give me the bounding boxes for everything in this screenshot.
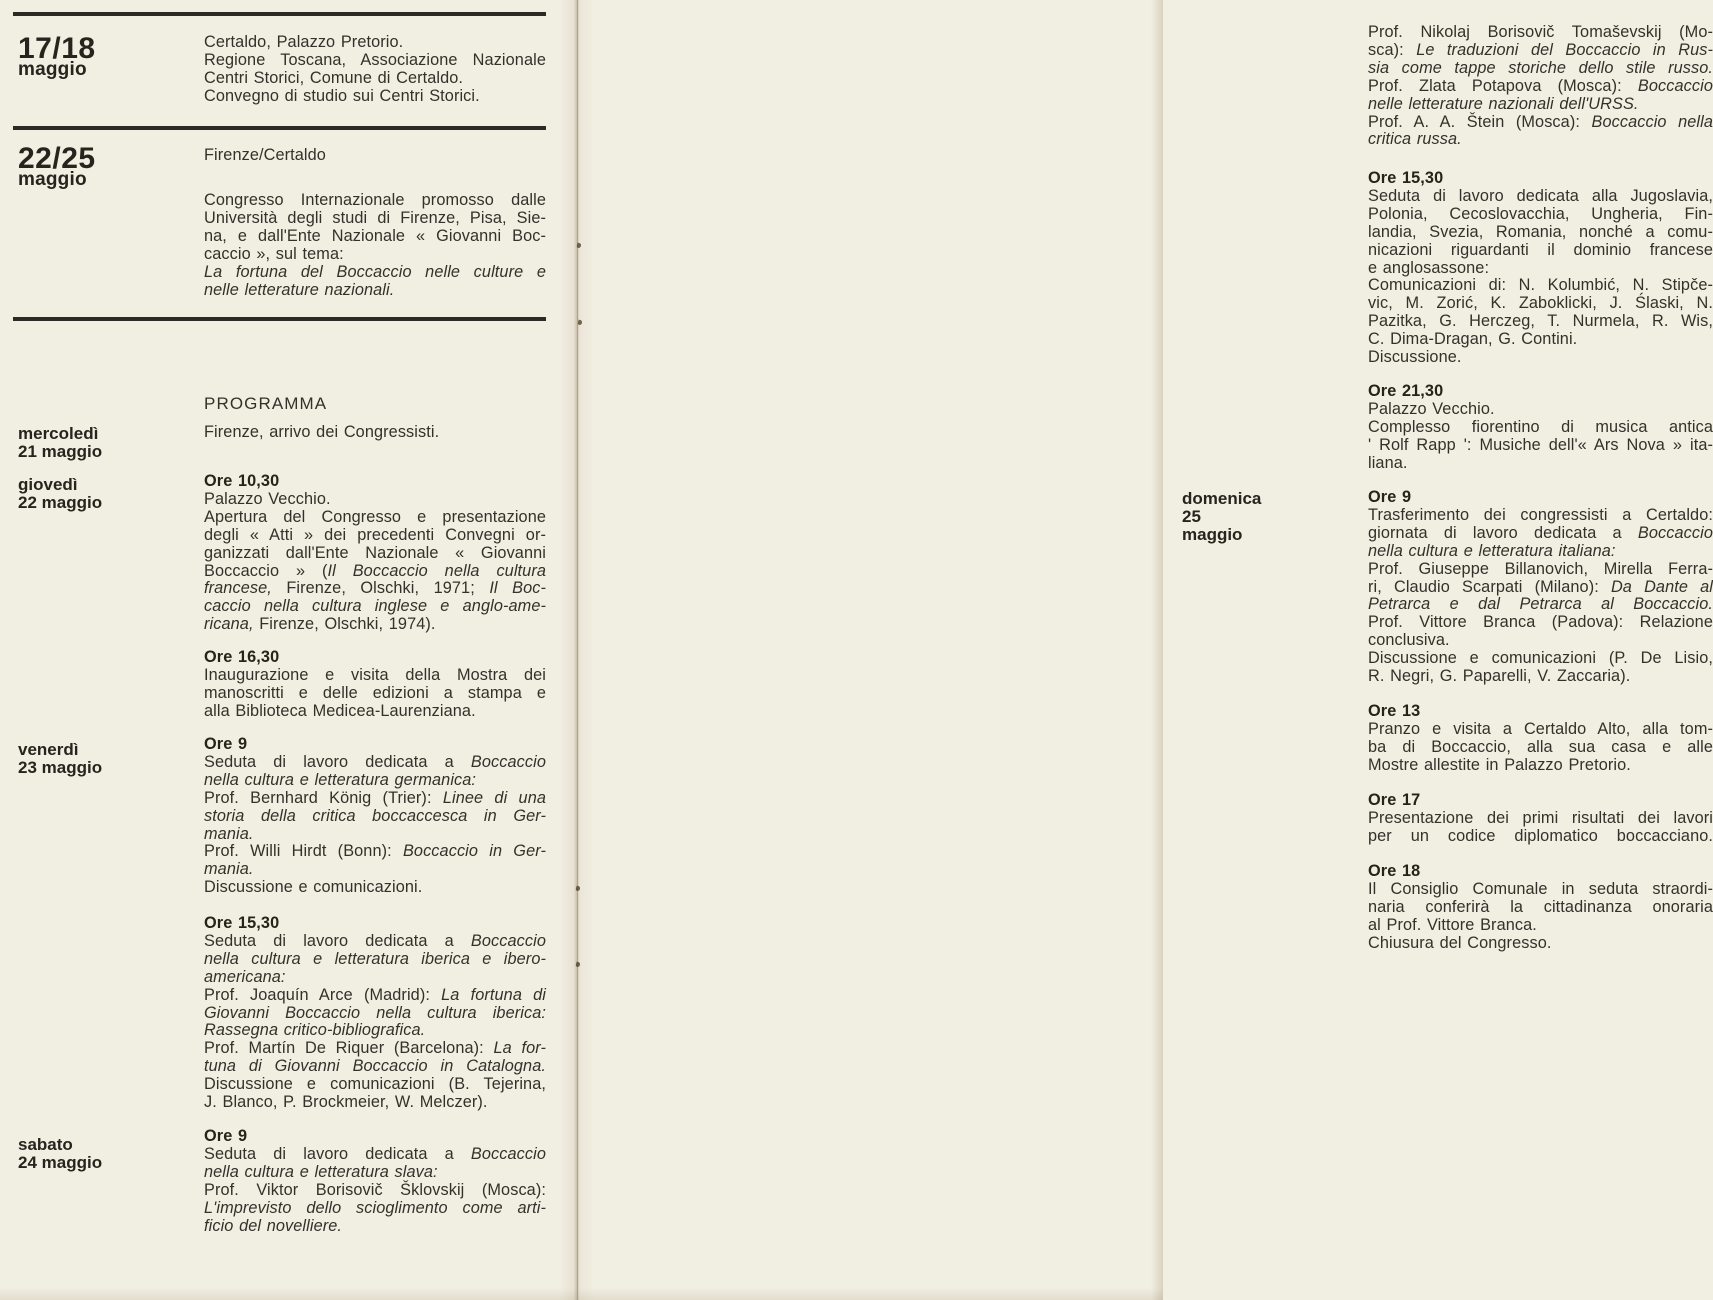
text-line <box>1368 96 1713 114</box>
text-run: PROGRAMMA <box>204 394 328 413</box>
text-line <box>204 685 546 703</box>
text-line <box>1368 383 1713 401</box>
section-divider-rule <box>13 317 546 321</box>
domenica-ore-9 <box>1368 489 1713 686</box>
text-run: Firenze/Certaldo <box>204 146 326 164</box>
text-line <box>204 843 546 861</box>
text-line <box>1368 224 1713 242</box>
text-run: Prof. Giuseppe Billanovich, Mirella Ferra- <box>1368 559 1713 578</box>
text-run: Presentazione dei primi risultati dei lavori <box>1368 808 1713 827</box>
text-run: caccio », sul tema: <box>204 244 344 263</box>
sabato-ore-9 <box>204 1128 546 1235</box>
time-heading: Ore 21,30 <box>1368 382 1444 400</box>
text-run: landia, Svezia, Romania, nonché a comu- <box>1368 222 1713 241</box>
text-run: nella cultura e letteratura germanica: <box>204 770 477 789</box>
day-label-venerdi <box>18 741 102 777</box>
text-run: Pazitka, G. Herczeg, T. Nurmela, R. Wis, <box>1368 312 1713 331</box>
section-divider-rule <box>13 126 546 130</box>
time-heading: Ore 13 <box>1368 702 1421 720</box>
venerdi-ore-15-30 <box>204 915 546 1112</box>
text-run: R. Negri, G. Paparelli, V. Zaccaria). <box>1368 667 1631 686</box>
day-label-giovedi <box>18 476 102 512</box>
text-line <box>1368 419 1713 437</box>
text-run: Il Consiglio Comunale in seduta straordi- <box>1368 879 1713 898</box>
text-line <box>1368 277 1713 295</box>
text-run: ' Rolf Rapp ': Musiche dell'« Ars Nova » ita- <box>1368 435 1713 454</box>
domenica-ore-13 <box>1368 703 1713 775</box>
text-line <box>204 736 546 754</box>
text-run: ri, Claudio Scarpati (Milano): <box>1368 577 1611 596</box>
text-line <box>204 1128 546 1146</box>
text-run: Palazzo Vecchio. <box>1368 399 1495 418</box>
time-heading: Ore 15,30 <box>204 914 280 932</box>
day-label-domenica <box>1182 490 1261 544</box>
text-run: Congresso Internazionale promosso dalle <box>204 191 546 209</box>
text-run: Giovanni Boccaccio nella cultura iberica: <box>204 1003 546 1022</box>
text-line <box>204 772 546 790</box>
text-line <box>204 1218 546 1236</box>
sabato-ore-15-30 <box>1368 170 1713 367</box>
text-run: La fortuna di <box>441 985 546 1004</box>
day-label-mercoledi-line2: 21 maggio <box>18 442 103 461</box>
text-line <box>204 969 546 987</box>
text-line <box>204 52 546 70</box>
text-run: tuna di Giovanni Boccaccio in Catalogna. <box>204 1057 546 1076</box>
text-line <box>1368 42 1713 60</box>
text-run: Prof. Joaquín Arce (Madrid): <box>204 985 442 1004</box>
text-line <box>204 395 546 413</box>
text-run: Trasferimento dei congressisti a Certaldo: <box>1368 505 1713 524</box>
text-line <box>1368 437 1713 455</box>
text-run: Chiusura del Congresso. <box>1368 933 1552 952</box>
text-line <box>204 598 546 616</box>
day-label-sabato-line1: sabato <box>18 1135 73 1154</box>
text-line <box>204 491 546 509</box>
text-line <box>204 826 546 844</box>
text-line <box>1368 935 1713 953</box>
text-line <box>204 879 546 897</box>
text-line <box>204 1040 546 1058</box>
time-heading: Ore 17 <box>1368 791 1421 809</box>
text-run: Firenze, arrivo dei Congressisti. <box>204 423 440 441</box>
text-line <box>204 616 546 634</box>
text-line <box>204 580 546 598</box>
day-label-venerdi-line2: 23 maggio <box>18 758 103 777</box>
text-run: Il Boccaccio nella cultura <box>327 561 547 580</box>
text-run: Seduta di lavoro dedicata a <box>204 1144 471 1163</box>
text-line <box>204 210 546 228</box>
text-run: Centri Storici, Comune di Certaldo. <box>204 68 464 87</box>
text-line <box>1368 242 1713 260</box>
text-line <box>1368 632 1713 650</box>
text-run: L'imprevisto dello scioglimento come arti- <box>204 1198 546 1217</box>
text-line <box>1368 114 1713 132</box>
text-run: Boccaccio <box>470 931 546 950</box>
text-run: Prof. A. A. Štein (Mosca): <box>1368 112 1592 131</box>
text-run: Boccaccio » ( <box>204 561 328 580</box>
text-line <box>1368 24 1713 42</box>
text-run: Rassegna critico-bibliografica. <box>204 1021 426 1040</box>
text-line <box>1368 543 1713 561</box>
text-line <box>204 987 546 1005</box>
text-line <box>204 754 546 772</box>
text-run: americana: <box>204 967 286 986</box>
text-run: Boccaccio <box>470 752 546 771</box>
day-label-mercoledi-line1: mercoledì <box>18 424 99 443</box>
text-line <box>204 545 546 563</box>
text-run: La for- <box>493 1039 546 1058</box>
text-line <box>1368 313 1713 331</box>
text-run: Prof. Vittore Branca (Padova): Relazione <box>1368 613 1713 632</box>
text-line <box>204 563 546 581</box>
text-line <box>204 70 546 88</box>
text-line <box>1368 401 1713 419</box>
programma-heading <box>204 395 546 413</box>
text-run: Discussione e comunicazioni (P. De Lisio, <box>1368 649 1713 668</box>
domenica-ore-17 <box>1368 792 1713 846</box>
text-run: sia come tappe storiche dello stile russo. <box>1368 58 1713 77</box>
text-line <box>1368 596 1713 614</box>
text-run: Prof. Zlata Potapova (Mosca): <box>1368 76 1638 95</box>
text-run: al Prof. Vittore Branca. <box>1368 915 1537 934</box>
text-run: Boccaccio in Ger- <box>402 842 546 861</box>
text-run: Prof. Martín De Riquer (Barcelona): <box>204 1039 494 1058</box>
text-run: conclusiva. <box>1368 631 1450 650</box>
date-label-22-25 <box>18 144 96 189</box>
section-divider-rule <box>13 12 546 16</box>
text-run: Comunicazioni di: N. Kolumbić, N. Stipče- <box>1368 276 1713 295</box>
text-run: Prof. Willi Hirdt (Bonn): <box>204 842 403 861</box>
booklet-page-left <box>0 0 578 1300</box>
text-run: vic, M. Zorić, K. Zaboklicki, J. Ślaski, N. <box>1368 294 1713 313</box>
text-line <box>1368 78 1713 96</box>
mercoledi-arrivo <box>204 424 546 442</box>
text-run: Convegno di studio sui Centri Storici. <box>204 86 480 105</box>
text-run: C. Dima-Dragan, G. Contini. <box>1368 330 1578 349</box>
time-heading: Ore 9 <box>204 1127 248 1145</box>
text-line <box>1368 489 1713 507</box>
text-line <box>204 509 546 527</box>
text-run: nella cultura e letteratura slava: <box>204 1162 438 1181</box>
text-run: mania. <box>204 860 254 879</box>
text-run: Discussione. <box>1368 348 1462 367</box>
text-run: mania. <box>204 824 254 843</box>
giovedi-ore-10-30 <box>204 473 546 634</box>
text-run: manoscritti e delle edizioni a stampa e <box>204 683 546 702</box>
text-run: storia della critica boccaccesca in Ger- <box>204 806 546 825</box>
text-line <box>204 1022 546 1040</box>
text-run: ficio del novelliere. <box>204 1216 343 1235</box>
text-line <box>1368 721 1713 739</box>
day-label-giovedi-line1: giovedì <box>18 475 78 494</box>
text-line <box>204 915 546 933</box>
text-line <box>1368 295 1713 313</box>
text-run: Boccaccio <box>470 1144 546 1163</box>
day-label-domenica-line1: domenica <box>1182 489 1262 508</box>
text-run: Firenze, Olschki, 1971; <box>271 579 490 598</box>
event-22-25-location <box>204 147 546 165</box>
text-run: nicazioni riguardanti il dominio francese <box>1368 240 1713 259</box>
text-run: Apertura del Congresso e presentazione <box>204 507 546 526</box>
sabato-relatori-continuazione <box>1368 24 1713 149</box>
text-run: Mostre allestite in Palazzo Pretorio. <box>1368 755 1631 774</box>
text-line <box>1368 828 1713 846</box>
text-line <box>1368 206 1713 224</box>
date-label-17-18 <box>18 34 96 79</box>
text-run: nella cultura e letteratura iberica e ibero- <box>204 949 546 968</box>
text-run: nelle letterature nazionali. <box>204 280 395 299</box>
text-run: alla Biblioteca Medicea-Laurenziana. <box>204 701 476 720</box>
event-17-18-description <box>204 34 546 106</box>
text-line <box>204 424 546 442</box>
text-run: Seduta di lavoro dedicata a <box>204 752 471 771</box>
text-line <box>204 246 546 264</box>
text-line <box>204 264 546 282</box>
date-label-22-25-line1: 22/25 <box>18 142 96 175</box>
booklet-page-right <box>578 0 1713 1300</box>
text-run: Seduta di lavoro dedicata alla Jugoslavia, <box>1368 186 1713 205</box>
text-line <box>1368 792 1713 810</box>
text-line <box>204 228 546 246</box>
text-line <box>1368 810 1713 828</box>
day-label-sabato <box>18 1136 102 1172</box>
text-run: per un codice diplomatico boccacciano. <box>1368 826 1713 845</box>
text-run: Da Dante al <box>1610 577 1713 596</box>
text-line <box>1368 757 1713 775</box>
text-run: giornata di lavoro dedicata a <box>1368 523 1638 542</box>
text-line <box>1368 525 1713 543</box>
text-line <box>1368 703 1713 721</box>
text-run: Firenze, Olschki, 1974). <box>253 615 436 634</box>
text-line <box>204 1076 546 1094</box>
text-line <box>1368 917 1713 935</box>
text-line <box>204 667 546 685</box>
text-run: degli « Atti » dei precedenti Convegni or- <box>204 525 546 544</box>
date-label-17-18-line2: maggio <box>18 59 87 80</box>
giovedi-ore-16-30 <box>204 649 546 721</box>
text-run: Boccaccio <box>1637 523 1713 542</box>
text-line <box>204 1094 546 1112</box>
text-line <box>204 808 546 826</box>
text-line <box>1368 260 1713 278</box>
text-run: J. Blanco, P. Brockmeier, W. Melczer). <box>204 1093 488 1112</box>
text-run: Complesso fiorentino di musica antica <box>1368 417 1713 436</box>
text-run: Polonia, Cecoslovacchia, Ungheria, Fin- <box>1368 204 1713 223</box>
text-line <box>204 527 546 545</box>
text-run: Certaldo, Palazzo Pretorio. <box>204 33 404 51</box>
text-run: nella cultura e letteratura italiana: <box>1368 541 1616 560</box>
text-line <box>1368 561 1713 579</box>
text-line <box>204 1164 546 1182</box>
text-run: francese, <box>204 579 272 598</box>
text-line <box>1368 60 1713 78</box>
text-line <box>204 790 546 808</box>
text-line <box>204 1182 546 1200</box>
time-heading: Ore 16,30 <box>204 648 280 666</box>
text-run: ricana, <box>204 615 254 634</box>
text-run: na, e dall'Ente Nazionale « Giovanni Boc- <box>204 226 546 245</box>
text-run: e anglosassone: <box>1368 258 1490 277</box>
text-line <box>1368 170 1713 188</box>
text-run: La fortuna del Boccaccio nelle culture e <box>204 262 546 281</box>
text-line <box>204 649 546 667</box>
text-line <box>204 282 546 300</box>
text-line <box>1368 739 1713 757</box>
text-line <box>1368 579 1713 597</box>
text-run: ganizzati dall'Ente Nazionale « Giovanni <box>204 543 546 562</box>
text-line <box>1368 131 1713 149</box>
text-run: Boccaccio nella <box>1591 112 1713 131</box>
text-line <box>204 1146 546 1164</box>
day-label-sabato-line2: 24 maggio <box>18 1153 103 1172</box>
day-label-mercoledi <box>18 425 102 461</box>
text-run: Linee di una <box>442 788 546 807</box>
text-run: sca): <box>1368 40 1417 59</box>
text-line <box>204 951 546 969</box>
text-line <box>204 861 546 879</box>
text-line <box>1368 188 1713 206</box>
time-heading: Ore 10,30 <box>204 472 280 490</box>
text-run: nelle letterature nazionali dell'URSS. <box>1368 94 1639 113</box>
date-label-17-18-line1: 17/18 <box>18 32 96 65</box>
text-line <box>1368 881 1713 899</box>
text-run: Prof. Viktor Borisovič Šklovskij (Mosca): <box>204 1180 546 1199</box>
text-run: Petrarca e dal Petrarca al Boccaccio. <box>1368 595 1713 614</box>
sabato-ore-21-30 <box>1368 383 1713 473</box>
time-heading: Ore 9 <box>204 735 248 753</box>
text-line <box>204 1005 546 1023</box>
event-22-25-description <box>204 192 546 299</box>
text-line <box>204 34 546 52</box>
text-run: Inaugurazione e visita della Mostra dei <box>204 665 546 684</box>
text-line <box>1368 863 1713 881</box>
time-heading: Ore 9 <box>1368 488 1412 506</box>
text-line <box>204 147 546 165</box>
text-run: Palazzo Vecchio. <box>204 489 331 508</box>
time-heading: Ore 18 <box>1368 862 1421 880</box>
text-line <box>1368 614 1713 632</box>
text-line <box>204 1058 546 1076</box>
text-line <box>204 473 546 491</box>
text-line <box>1368 899 1713 917</box>
venerdi-ore-9 <box>204 736 546 897</box>
text-run: ba di Boccaccio, alla sua casa e alle <box>1368 737 1713 756</box>
date-label-22-25-line2: maggio <box>18 169 87 190</box>
time-heading: Ore 15,30 <box>1368 169 1444 187</box>
day-label-domenica-line2: 25 maggio <box>1182 507 1243 544</box>
text-run: Seduta di lavoro dedicata a <box>204 931 471 950</box>
text-run: Discussione e comunicazioni (B. Tejerina, <box>204 1075 546 1094</box>
text-line <box>204 1200 546 1218</box>
domenica-ore-18 <box>1368 863 1713 953</box>
text-line <box>204 933 546 951</box>
text-line <box>1368 331 1713 349</box>
text-run: Pranzo e visita a Certaldo Alto, alla tom- <box>1368 719 1713 738</box>
text-line <box>1368 650 1713 668</box>
text-run: Boccaccio <box>1637 76 1713 95</box>
text-run: critica russa. <box>1368 130 1462 149</box>
text-run: Università degli studi di Firenze, Pisa, Sie- <box>204 208 546 227</box>
text-line <box>204 192 546 210</box>
text-run: caccio nella cultura inglese e anglo-ame- <box>204 597 546 616</box>
text-run: Regione Toscana, Associazione Nazionale <box>204 50 546 69</box>
text-run: Prof. Bernhard König (Trier): <box>204 788 443 807</box>
day-label-giovedi-line2: 22 maggio <box>18 493 103 512</box>
text-run: liana. <box>1368 453 1408 472</box>
text-run: Le traduzioni del Boccaccio in Rus- <box>1416 40 1713 59</box>
text-run: naria conferirà la cittadinanza onoraria <box>1368 897 1713 916</box>
text-line <box>1368 668 1713 686</box>
text-line <box>1368 507 1713 525</box>
text-line <box>204 88 546 106</box>
text-line <box>204 703 546 721</box>
text-line <box>1368 455 1713 473</box>
day-label-venerdi-line1: venerdì <box>18 740 79 759</box>
text-run: Prof. Nikolaj Borisovič Tomaševskij (Mo- <box>1368 23 1713 41</box>
text-run: Discussione e comunicazioni. <box>204 878 423 897</box>
text-run: Il Boc- <box>489 579 546 598</box>
text-line <box>1368 349 1713 367</box>
